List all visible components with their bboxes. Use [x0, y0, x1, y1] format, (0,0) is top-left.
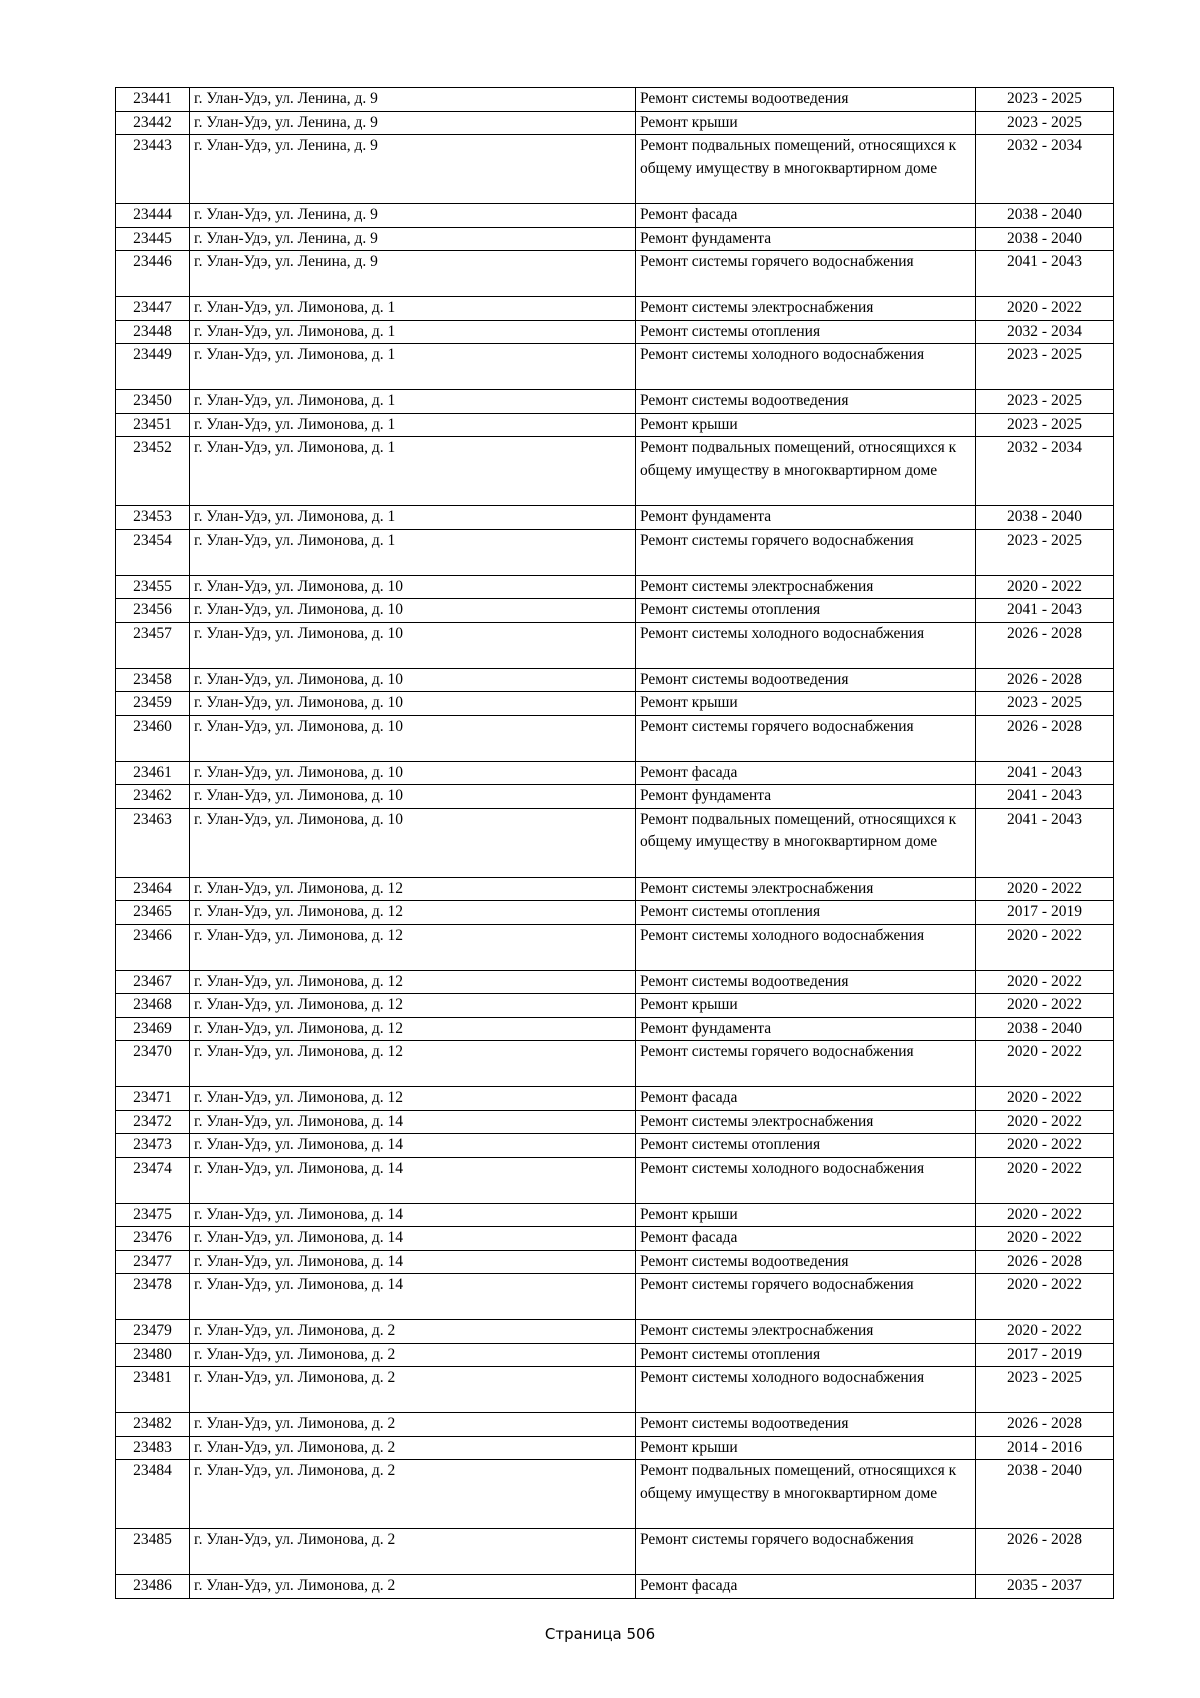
row-number-cell: 23470 [116, 1041, 190, 1087]
table-row [116, 1343, 1114, 1367]
work-type-cell: Ремонт системы водоотведения [636, 1413, 976, 1437]
work-type-cell: Ремонт фундамента [636, 506, 976, 530]
row-number-cell: 23463 [116, 808, 190, 877]
table-body [116, 88, 1114, 1599]
work-type-cell: Ремонт фундамента [636, 1017, 976, 1041]
row-number-cell: 23482 [116, 1413, 190, 1437]
row-number-cell: 23458 [116, 668, 190, 692]
work-type-cell: Ремонт системы водоотведения [636, 390, 976, 414]
table-row [116, 506, 1114, 530]
address-cell: г. Улан-Удэ, ул. Ленина, д. 9 [190, 88, 636, 112]
address-cell: г. Улан-Удэ, ул. Лимонова, д. 14 [190, 1157, 636, 1203]
row-number-cell: 23453 [116, 506, 190, 530]
table-row [116, 1087, 1114, 1111]
address-cell: г. Улан-Удэ, ул. Лимонова, д. 14 [190, 1227, 636, 1251]
table-row [116, 1320, 1114, 1344]
address-cell: г. Улан-Удэ, ул. Лимонова, д. 1 [190, 437, 636, 506]
period-cell: 2020 - 2022 [976, 1157, 1114, 1203]
repair-schedule-table [115, 87, 1114, 1599]
period-cell: 2026 - 2028 [976, 1529, 1114, 1575]
period-cell: 2020 - 2022 [976, 970, 1114, 994]
period-cell: 2026 - 2028 [976, 1250, 1114, 1274]
row-number-cell: 23441 [116, 88, 190, 112]
table-row [116, 1529, 1114, 1575]
work-type-cell: Ремонт системы холодного водоснабжения [636, 344, 976, 390]
work-type-cell: Ремонт фасада [636, 1087, 976, 1111]
work-type-cell: Ремонт системы водоотведения [636, 668, 976, 692]
address-cell: г. Улан-Удэ, ул. Лимонова, д. 2 [190, 1367, 636, 1413]
address-cell: г. Улан-Удэ, ул. Лимонова, д. 10 [190, 692, 636, 716]
table-row [116, 1367, 1114, 1413]
row-number-cell: 23451 [116, 413, 190, 437]
address-cell: г. Улан-Удэ, ул. Лимонова, д. 10 [190, 715, 636, 761]
work-type-cell: Ремонт системы горячего водоснабжения [636, 715, 976, 761]
table-row [116, 808, 1114, 877]
work-type-cell: Ремонт системы водоотведения [636, 970, 976, 994]
period-cell: 2023 - 2025 [976, 390, 1114, 414]
period-cell: 2017 - 2019 [976, 1343, 1114, 1367]
period-cell: 2020 - 2022 [976, 1110, 1114, 1134]
row-number-cell: 23456 [116, 599, 190, 623]
period-cell: 2035 - 2037 [976, 1575, 1114, 1599]
work-type-cell: Ремонт системы электроснабжения [636, 1110, 976, 1134]
period-cell: 2038 - 2040 [976, 1017, 1114, 1041]
work-type-cell: Ремонт системы отопления [636, 599, 976, 623]
row-number-cell: 23475 [116, 1203, 190, 1227]
address-cell: г. Улан-Удэ, ул. Лимонова, д. 12 [190, 1041, 636, 1087]
row-number-cell: 23477 [116, 1250, 190, 1274]
work-type-cell: Ремонт крыши [636, 994, 976, 1018]
table-row [116, 390, 1114, 414]
row-number-cell: 23443 [116, 135, 190, 204]
address-cell: г. Улан-Удэ, ул. Лимонова, д. 2 [190, 1460, 636, 1529]
table-row [116, 111, 1114, 135]
period-cell: 2023 - 2025 [976, 111, 1114, 135]
address-cell: г. Улан-Удэ, ул. Лимонова, д. 2 [190, 1320, 636, 1344]
work-type-cell: Ремонт фасада [636, 204, 976, 228]
period-cell: 2023 - 2025 [976, 692, 1114, 716]
period-cell: 2020 - 2022 [976, 1087, 1114, 1111]
period-cell: 2020 - 2022 [976, 1227, 1114, 1251]
address-cell: г. Улан-Удэ, ул. Лимонова, д. 1 [190, 529, 636, 575]
row-number-cell: 23467 [116, 970, 190, 994]
period-cell: 2023 - 2025 [976, 413, 1114, 437]
work-type-cell: Ремонт подвальных помещений, относящихся к общему имуществу в многоквартирном доме [636, 135, 976, 204]
table-row [116, 761, 1114, 785]
work-type-cell: Ремонт системы холодного водоснабжения [636, 1157, 976, 1203]
table-row [116, 785, 1114, 809]
period-cell: 2023 - 2025 [976, 344, 1114, 390]
work-type-cell: Ремонт системы электроснабжения [636, 575, 976, 599]
table-row [116, 622, 1114, 668]
row-number-cell: 23462 [116, 785, 190, 809]
row-number-cell: 23448 [116, 320, 190, 344]
period-cell: 2023 - 2025 [976, 88, 1114, 112]
table-row [116, 437, 1114, 506]
work-type-cell: Ремонт фундамента [636, 785, 976, 809]
work-type-cell: Ремонт фасада [636, 1227, 976, 1251]
work-type-cell: Ремонт системы горячего водоснабжения [636, 529, 976, 575]
address-cell: г. Улан-Удэ, ул. Ленина, д. 9 [190, 204, 636, 228]
row-number-cell: 23478 [116, 1274, 190, 1320]
work-type-cell: Ремонт системы отопления [636, 320, 976, 344]
work-type-cell: Ремонт системы отопления [636, 901, 976, 925]
row-number-cell: 23446 [116, 251, 190, 297]
table-row [116, 970, 1114, 994]
period-cell: 2038 - 2040 [976, 506, 1114, 530]
address-cell: г. Улан-Удэ, ул. Лимонова, д. 2 [190, 1436, 636, 1460]
address-cell: г. Улан-Удэ, ул. Лимонова, д. 14 [190, 1274, 636, 1320]
table-row [116, 668, 1114, 692]
work-type-cell: Ремонт системы холодного водоснабжения [636, 924, 976, 970]
work-type-cell: Ремонт системы горячего водоснабжения [636, 1041, 976, 1087]
table-row [116, 413, 1114, 437]
work-type-cell: Ремонт подвальных помещений, относящихся к общему имуществу в многоквартирном доме [636, 808, 976, 877]
period-cell: 2020 - 2022 [976, 1274, 1114, 1320]
row-number-cell: 23450 [116, 390, 190, 414]
period-cell: 2020 - 2022 [976, 575, 1114, 599]
table-row [116, 204, 1114, 228]
work-type-cell: Ремонт системы отопления [636, 1134, 976, 1158]
work-type-cell: Ремонт крыши [636, 692, 976, 716]
period-cell: 2032 - 2034 [976, 320, 1114, 344]
period-cell: 2026 - 2028 [976, 715, 1114, 761]
period-cell: 2038 - 2040 [976, 204, 1114, 228]
address-cell: г. Улан-Удэ, ул. Лимонова, д. 10 [190, 761, 636, 785]
address-cell: г. Улан-Удэ, ул. Лимонова, д. 10 [190, 622, 636, 668]
row-number-cell: 23460 [116, 715, 190, 761]
work-type-cell: Ремонт системы горячего водоснабжения [636, 251, 976, 297]
table-row [116, 251, 1114, 297]
work-type-cell: Ремонт подвальных помещений, относящихся к общему имуществу в многоквартирном доме [636, 437, 976, 506]
row-number-cell: 23476 [116, 1227, 190, 1251]
period-cell: 2020 - 2022 [976, 1134, 1114, 1158]
period-cell: 2020 - 2022 [976, 994, 1114, 1018]
period-cell: 2041 - 2043 [976, 785, 1114, 809]
table-row [116, 529, 1114, 575]
table-row [116, 599, 1114, 623]
work-type-cell: Ремонт системы горячего водоснабжения [636, 1529, 976, 1575]
row-number-cell: 23484 [116, 1460, 190, 1529]
address-cell: г. Улан-Удэ, ул. Лимонова, д. 1 [190, 297, 636, 321]
period-cell: 2032 - 2034 [976, 135, 1114, 204]
work-type-cell: Ремонт системы холодного водоснабжения [636, 622, 976, 668]
row-number-cell: 23465 [116, 901, 190, 925]
row-number-cell: 23454 [116, 529, 190, 575]
period-cell: 2041 - 2043 [976, 599, 1114, 623]
period-cell: 2020 - 2022 [976, 877, 1114, 901]
row-number-cell: 23452 [116, 437, 190, 506]
row-number-cell: 23444 [116, 204, 190, 228]
period-cell: 2026 - 2028 [976, 622, 1114, 668]
table-row [116, 1157, 1114, 1203]
address-cell: г. Улан-Удэ, ул. Лимонова, д. 14 [190, 1110, 636, 1134]
row-number-cell: 23483 [116, 1436, 190, 1460]
address-cell: г. Улан-Удэ, ул. Лимонова, д. 12 [190, 994, 636, 1018]
address-cell: г. Улан-Удэ, ул. Лимонова, д. 12 [190, 970, 636, 994]
address-cell: г. Улан-Удэ, ул. Лимонова, д. 2 [190, 1529, 636, 1575]
work-type-cell: Ремонт крыши [636, 1436, 976, 1460]
address-cell: г. Улан-Удэ, ул. Лимонова, д. 10 [190, 575, 636, 599]
address-cell: г. Улан-Удэ, ул. Лимонова, д. 10 [190, 808, 636, 877]
period-cell: 2023 - 2025 [976, 529, 1114, 575]
address-cell: г. Улан-Удэ, ул. Лимонова, д. 14 [190, 1250, 636, 1274]
table-row [116, 1274, 1114, 1320]
period-cell: 2032 - 2034 [976, 437, 1114, 506]
work-type-cell: Ремонт системы водоотведения [636, 1250, 976, 1274]
row-number-cell: 23455 [116, 575, 190, 599]
work-type-cell: Ремонт системы водоотведения [636, 88, 976, 112]
row-number-cell: 23471 [116, 1087, 190, 1111]
table-row [116, 877, 1114, 901]
table-row [116, 901, 1114, 925]
work-type-cell: Ремонт системы отопления [636, 1343, 976, 1367]
row-number-cell: 23466 [116, 924, 190, 970]
table-row [116, 1460, 1114, 1529]
period-cell: 2020 - 2022 [976, 297, 1114, 321]
row-number-cell: 23461 [116, 761, 190, 785]
table-row [116, 1110, 1114, 1134]
work-type-cell: Ремонт крыши [636, 1203, 976, 1227]
work-type-cell: Ремонт фундамента [636, 227, 976, 251]
table-row [116, 1041, 1114, 1087]
period-cell: 2023 - 2025 [976, 1367, 1114, 1413]
table-row [116, 88, 1114, 112]
row-number-cell: 23479 [116, 1320, 190, 1344]
table-row [116, 575, 1114, 599]
work-type-cell: Ремонт крыши [636, 413, 976, 437]
row-number-cell: 23442 [116, 111, 190, 135]
work-type-cell: Ремонт системы электроснабжения [636, 877, 976, 901]
address-cell: г. Улан-Удэ, ул. Лимонова, д. 10 [190, 785, 636, 809]
row-number-cell: 23481 [116, 1367, 190, 1413]
table-row [116, 227, 1114, 251]
row-number-cell: 23449 [116, 344, 190, 390]
period-cell: 2026 - 2028 [976, 668, 1114, 692]
address-cell: г. Улан-Удэ, ул. Лимонова, д. 1 [190, 506, 636, 530]
period-cell: 2014 - 2016 [976, 1436, 1114, 1460]
row-number-cell: 23485 [116, 1529, 190, 1575]
work-type-cell: Ремонт системы холодного водоснабжения [636, 1367, 976, 1413]
address-cell: г. Улан-Удэ, ул. Лимонова, д. 12 [190, 901, 636, 925]
table-row [116, 994, 1114, 1018]
table-row [116, 1250, 1114, 1274]
address-cell: г. Улан-Удэ, ул. Лимонова, д. 10 [190, 668, 636, 692]
address-cell: г. Улан-Удэ, ул. Лимонова, д. 14 [190, 1203, 636, 1227]
table-row [116, 924, 1114, 970]
work-type-cell: Ремонт подвальных помещений, относящихся к общему имуществу в многоквартирном доме [636, 1460, 976, 1529]
period-cell: 2041 - 2043 [976, 761, 1114, 785]
table-row [116, 1575, 1114, 1599]
address-cell: г. Улан-Удэ, ул. Ленина, д. 9 [190, 227, 636, 251]
row-number-cell: 23464 [116, 877, 190, 901]
row-number-cell: 23459 [116, 692, 190, 716]
period-cell: 2020 - 2022 [976, 924, 1114, 970]
address-cell: г. Улан-Удэ, ул. Лимонова, д. 2 [190, 1413, 636, 1437]
table-row [116, 1134, 1114, 1158]
address-cell: г. Улан-Удэ, ул. Лимонова, д. 1 [190, 390, 636, 414]
row-number-cell: 23472 [116, 1110, 190, 1134]
address-cell: г. Улан-Удэ, ул. Лимонова, д. 12 [190, 924, 636, 970]
table-row [116, 1436, 1114, 1460]
table-row [116, 1227, 1114, 1251]
period-cell: 2020 - 2022 [976, 1203, 1114, 1227]
address-cell: г. Улан-Удэ, ул. Лимонова, д. 1 [190, 413, 636, 437]
period-cell: 2041 - 2043 [976, 251, 1114, 297]
page-number: Страница 506 [544, 1625, 656, 1643]
work-type-cell: Ремонт системы электроснабжения [636, 297, 976, 321]
address-cell: г. Улан-Удэ, ул. Ленина, д. 9 [190, 251, 636, 297]
table-row [116, 344, 1114, 390]
address-cell: г. Улан-Удэ, ул. Лимонова, д. 12 [190, 1017, 636, 1041]
address-cell: г. Улан-Удэ, ул. Лимонова, д. 14 [190, 1134, 636, 1158]
table-row [116, 297, 1114, 321]
address-cell: г. Улан-Удэ, ул. Лимонова, д. 2 [190, 1343, 636, 1367]
address-cell: г. Улан-Удэ, ул. Лимонова, д. 1 [190, 320, 636, 344]
address-cell: г. Улан-Удэ, ул. Лимонова, д. 12 [190, 1087, 636, 1111]
address-cell: г. Улан-Удэ, ул. Ленина, д. 9 [190, 111, 636, 135]
row-number-cell: 23469 [116, 1017, 190, 1041]
table-row [116, 1413, 1114, 1437]
row-number-cell: 23457 [116, 622, 190, 668]
period-cell: 2038 - 2040 [976, 227, 1114, 251]
table-row [116, 1203, 1114, 1227]
row-number-cell: 23486 [116, 1575, 190, 1599]
address-cell: г. Улан-Удэ, ул. Лимонова, д. 10 [190, 599, 636, 623]
table-row [116, 692, 1114, 716]
row-number-cell: 23447 [116, 297, 190, 321]
work-type-cell: Ремонт фасада [636, 761, 976, 785]
period-cell: 2038 - 2040 [976, 1460, 1114, 1529]
address-cell: г. Улан-Удэ, ул. Лимонова, д. 1 [190, 344, 636, 390]
row-number-cell: 23445 [116, 227, 190, 251]
period-cell: 2017 - 2019 [976, 901, 1114, 925]
table-row [116, 1017, 1114, 1041]
row-number-cell: 23474 [116, 1157, 190, 1203]
period-cell: 2041 - 2043 [976, 808, 1114, 877]
table-row [116, 320, 1114, 344]
work-type-cell: Ремонт системы горячего водоснабжения [636, 1274, 976, 1320]
row-number-cell: 23473 [116, 1134, 190, 1158]
address-cell: г. Улан-Удэ, ул. Лимонова, д. 2 [190, 1575, 636, 1599]
period-cell: 2020 - 2022 [976, 1320, 1114, 1344]
address-cell: г. Улан-Удэ, ул. Лимонова, д. 12 [190, 877, 636, 901]
table-row [116, 715, 1114, 761]
work-type-cell: Ремонт системы электроснабжения [636, 1320, 976, 1344]
row-number-cell: 23468 [116, 994, 190, 1018]
work-type-cell: Ремонт крыши [636, 111, 976, 135]
address-cell: г. Улан-Удэ, ул. Ленина, д. 9 [190, 135, 636, 204]
table-row [116, 135, 1114, 204]
work-type-cell: Ремонт фасада [636, 1575, 976, 1599]
row-number-cell: 23480 [116, 1343, 190, 1367]
period-cell: 2026 - 2028 [976, 1413, 1114, 1437]
period-cell: 2020 - 2022 [976, 1041, 1114, 1087]
